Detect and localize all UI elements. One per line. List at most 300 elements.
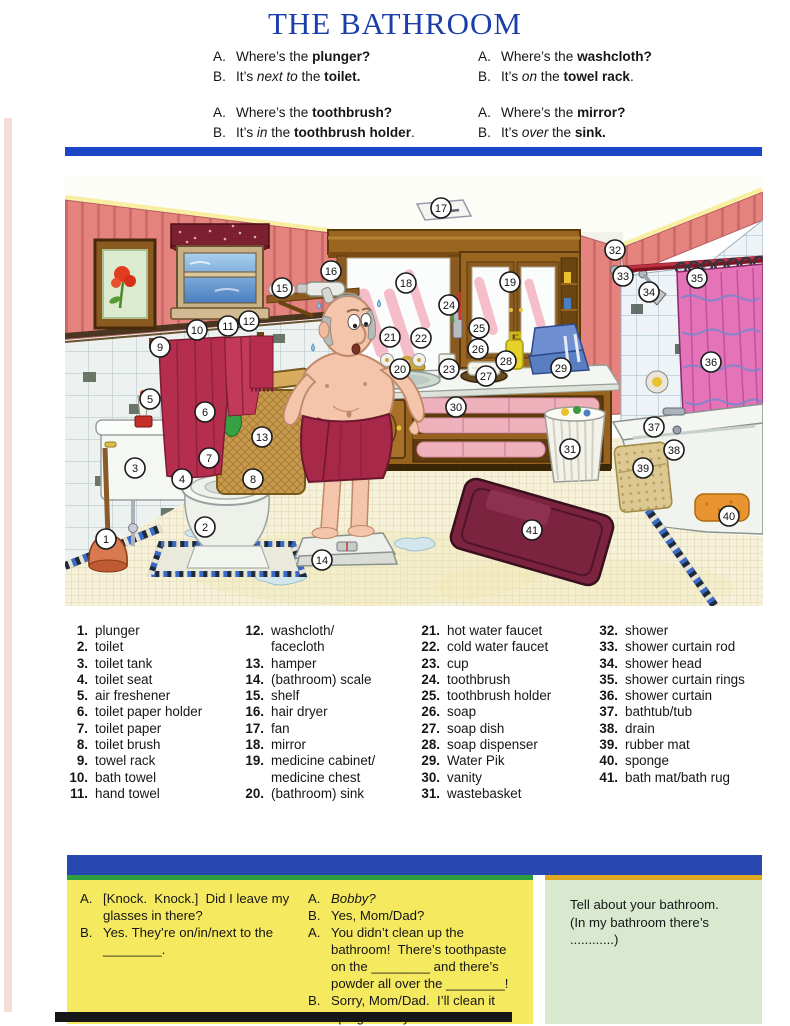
dialogue-text xyxy=(501,123,606,143)
word-list-item xyxy=(414,704,592,720)
item-marker-13 xyxy=(252,427,272,447)
speaker-label: A. xyxy=(308,891,321,906)
text-segment: bathroom! There’s toothpaste xyxy=(331,942,507,957)
text-segment: It’s xyxy=(236,68,257,84)
word-list-item xyxy=(238,688,416,704)
item-number: 19. xyxy=(245,753,264,769)
svg-text:9: 9 xyxy=(156,341,164,354)
text-segment: in xyxy=(256,124,268,140)
word-list-item xyxy=(592,672,770,688)
item-marker-36 xyxy=(701,352,721,372)
svg-text:29: 29 xyxy=(554,362,568,375)
item-label: toilet seat xyxy=(95,671,153,687)
item-number: 36. xyxy=(599,688,618,704)
item-label: hot water faucet xyxy=(447,623,543,638)
dialogue-line xyxy=(80,941,305,958)
item-number: 25. xyxy=(421,688,440,704)
dialogue-column-right xyxy=(478,47,743,159)
text-segment: powder all over the ________! xyxy=(331,976,509,991)
item-label: soap dispenser xyxy=(447,737,538,753)
item-label: Water Pik xyxy=(447,753,505,769)
svg-text:6: 6 xyxy=(201,406,209,419)
item-label: plunger xyxy=(95,623,140,638)
item-marker-41 xyxy=(522,520,542,540)
dialogue-pair xyxy=(478,47,743,86)
word-list-item xyxy=(62,688,240,704)
svg-text:37: 37 xyxy=(647,421,661,434)
word-list-item xyxy=(414,656,592,672)
svg-text:13: 13 xyxy=(255,431,269,444)
item-label: soap dish xyxy=(447,720,505,736)
svg-text:39: 39 xyxy=(636,462,650,475)
page-title: THE BATHROOM xyxy=(268,6,522,41)
text-segment: It’s xyxy=(236,124,257,140)
text-segment: It’s xyxy=(501,124,522,140)
item-label: shower curtain xyxy=(625,688,713,704)
svg-text:17: 17 xyxy=(434,202,448,215)
dialogue-line xyxy=(80,890,305,907)
item-marker-22 xyxy=(411,328,431,348)
text-segment: mirror? xyxy=(577,105,626,120)
item-number: 22. xyxy=(421,639,440,655)
word-list-item xyxy=(62,656,240,672)
text-segment: Where’s the xyxy=(501,105,578,120)
item-label: shower curtain rings xyxy=(625,671,745,687)
dialogue-line xyxy=(478,67,743,87)
item-marker-37 xyxy=(644,417,664,437)
word-list-item xyxy=(414,770,592,786)
item-label: bath mat/bath rug xyxy=(625,769,730,785)
dialogue-line xyxy=(478,123,743,143)
word-list-item xyxy=(62,721,240,737)
item-label: hand towel xyxy=(95,785,160,801)
item-label: shower curtain rod xyxy=(625,639,736,655)
item-marker-39 xyxy=(633,458,653,478)
item-label: mirror xyxy=(271,737,306,753)
dialogue-line xyxy=(213,67,478,87)
item-number: 17. xyxy=(245,720,264,736)
speaker-label: A. xyxy=(213,105,226,120)
item-number: 28. xyxy=(421,737,440,753)
text-segment: the xyxy=(267,124,294,140)
word-list-item xyxy=(592,770,770,786)
item-label: soap xyxy=(447,704,477,720)
item-number: 9. xyxy=(76,753,88,769)
dialogue-line xyxy=(80,907,305,924)
item-number: 20. xyxy=(245,785,264,801)
text-segment: You didn’t clean up the xyxy=(331,925,464,940)
item-label: shelf xyxy=(271,688,300,704)
word-list-item xyxy=(62,704,240,720)
item-label: medicine cabinet/ xyxy=(271,753,376,769)
bathroom-scene-svg xyxy=(65,176,763,606)
item-marker-17 xyxy=(431,198,451,218)
item-number xyxy=(238,639,264,655)
item-label: washcloth/ xyxy=(271,623,335,638)
dialogue-text xyxy=(236,103,392,123)
word-list-item xyxy=(414,639,592,655)
svg-text:8: 8 xyxy=(249,473,257,486)
item-label: shower xyxy=(625,623,669,638)
speaker-label: A. xyxy=(478,49,491,64)
dialogue-line xyxy=(478,103,743,123)
speaker-label: B. xyxy=(80,925,93,940)
dialogue-text xyxy=(331,890,376,907)
dialogue-text xyxy=(501,103,625,123)
bathroom-illustration xyxy=(65,176,763,606)
svg-text:16: 16 xyxy=(324,265,338,278)
item-label: (bathroom) scale xyxy=(271,671,372,687)
dialogue-text xyxy=(501,47,652,67)
dialogue-text xyxy=(103,907,203,924)
item-marker-31 xyxy=(560,439,580,459)
item-label: fan xyxy=(271,720,290,736)
svg-text:18: 18 xyxy=(399,277,413,290)
dialogue-line xyxy=(308,992,528,1009)
svg-text:12: 12 xyxy=(242,315,256,328)
item-marker-14 xyxy=(312,550,332,570)
item-number: 23. xyxy=(421,655,440,671)
word-list-item xyxy=(414,688,592,704)
text-segment: next to xyxy=(256,68,298,84)
svg-text:19: 19 xyxy=(503,276,517,289)
svg-text:32: 32 xyxy=(608,244,622,257)
word-list-item xyxy=(62,786,240,802)
svg-text:22: 22 xyxy=(414,332,428,345)
speaker-label: B. xyxy=(308,993,321,1008)
word-list-column xyxy=(592,623,770,786)
item-number: 32. xyxy=(599,623,618,638)
item-number: 31. xyxy=(421,785,440,801)
text-segment: Where’s the xyxy=(236,49,313,64)
svg-text:34: 34 xyxy=(642,286,656,299)
svg-text:27: 27 xyxy=(479,370,493,383)
item-number: 29. xyxy=(421,753,440,769)
dialogue-text xyxy=(331,975,508,992)
item-marker-38 xyxy=(664,440,684,460)
item-label: toothbrush holder xyxy=(447,688,552,704)
item-number: 33. xyxy=(599,639,618,655)
item-marker-25 xyxy=(469,318,489,338)
item-label: shower head xyxy=(625,655,702,671)
item-label: rubber mat xyxy=(625,737,690,753)
tub-faucet xyxy=(663,408,685,415)
text-segment: . xyxy=(629,68,634,84)
item-label: sponge xyxy=(625,753,669,769)
text-segment: ________. xyxy=(103,942,166,957)
svg-text:23: 23 xyxy=(442,363,456,376)
dialogue-text xyxy=(331,924,464,941)
text-segment: on the ________ and there’s xyxy=(331,959,499,974)
item-label: vanity xyxy=(447,769,482,785)
item-marker-18 xyxy=(396,273,416,293)
item-label: towel rack xyxy=(95,753,156,769)
svg-text:36: 36 xyxy=(704,356,718,369)
item-marker-16 xyxy=(321,261,341,281)
word-list-item xyxy=(238,704,416,720)
svg-text:4: 4 xyxy=(178,473,186,486)
word-list-item xyxy=(414,672,592,688)
section-band-blue xyxy=(67,855,762,875)
svg-text:1: 1 xyxy=(102,533,110,546)
item-number: 11. xyxy=(70,785,88,801)
text-segment: Where’s the xyxy=(501,49,578,64)
dialogue-line xyxy=(308,958,528,975)
item-marker-32 xyxy=(605,240,625,260)
word-list-item xyxy=(62,737,240,753)
item-number: 16. xyxy=(245,704,264,720)
item-number: 2. xyxy=(76,639,88,655)
dialogue-line xyxy=(213,103,478,123)
word-list-item xyxy=(414,786,592,802)
item-marker-26 xyxy=(468,339,488,359)
word-list-item xyxy=(592,753,770,769)
speaker-label xyxy=(308,975,331,992)
dialogue-pair xyxy=(478,103,743,142)
dialogue-text xyxy=(103,890,289,907)
dialogue-line xyxy=(308,975,528,992)
word-list-item xyxy=(62,639,240,655)
dialogue-line xyxy=(80,924,305,941)
dialogue-line xyxy=(308,907,528,924)
item-marker-34 xyxy=(639,282,659,302)
item-number: 26. xyxy=(421,704,440,720)
item-number: 38. xyxy=(599,720,618,736)
item-marker-9 xyxy=(150,337,170,357)
item-number: 35. xyxy=(599,671,618,687)
word-list-item xyxy=(62,672,240,688)
text-segment: toothbrush? xyxy=(312,105,393,120)
text-segment: Where’s the xyxy=(236,105,313,120)
text-segment: Sorry, Mom/Dad. I’ll clean it xyxy=(331,993,495,1008)
text-segment: glasses in there? xyxy=(103,908,203,923)
item-marker-7 xyxy=(199,448,219,468)
item-number: 7. xyxy=(76,720,88,736)
svg-text:5: 5 xyxy=(146,393,154,406)
item-label: toilet tank xyxy=(95,655,153,671)
dialogue-text xyxy=(103,941,165,958)
text-segment: Yes. They’re on/in/next to the xyxy=(103,925,274,940)
word-list-item xyxy=(62,753,240,769)
item-number: 13. xyxy=(245,655,264,671)
item-number: 6. xyxy=(76,704,88,720)
svg-text:35: 35 xyxy=(690,272,704,285)
word-list-item xyxy=(592,623,770,639)
speaker-label xyxy=(80,907,103,924)
item-marker-15 xyxy=(272,278,292,298)
prompt-line-2: (In my bathroom there’s ............) xyxy=(570,914,710,947)
word-list-item xyxy=(592,737,770,753)
wrapped-towel xyxy=(301,414,392,482)
exercise-dialogue-middle xyxy=(308,890,528,1026)
item-marker-30 xyxy=(446,397,466,417)
dialogue-pair xyxy=(213,47,478,86)
dialogue-text xyxy=(236,47,370,67)
word-list-item xyxy=(238,753,416,769)
item-marker-5 xyxy=(140,389,160,409)
text-segment: toothbrush holder xyxy=(293,124,411,140)
item-number: 24. xyxy=(421,671,440,687)
speaker-label xyxy=(80,941,103,958)
item-label: (bathroom) sink xyxy=(271,785,365,801)
item-label: bath towel xyxy=(95,769,157,785)
text-segment: sink. xyxy=(574,124,606,140)
item-marker-35 xyxy=(687,268,707,288)
item-number: 14. xyxy=(245,671,264,687)
svg-text:30: 30 xyxy=(449,401,463,414)
word-list-item xyxy=(414,721,592,737)
speaker-label: A. xyxy=(308,925,321,940)
speaker-label: A. xyxy=(478,105,491,120)
item-label: hamper xyxy=(271,655,317,671)
item-marker-4 xyxy=(172,469,192,489)
dialogue-column-left xyxy=(213,47,478,159)
text-segment: the xyxy=(297,68,325,84)
item-number: 39. xyxy=(599,737,618,753)
item-number xyxy=(238,770,264,786)
item-marker-12 xyxy=(239,311,259,331)
dialogue-text xyxy=(103,924,273,941)
text-segment: . xyxy=(411,124,415,140)
text-segment: Bobby? xyxy=(331,891,376,906)
speaker-label: A. xyxy=(80,891,93,906)
word-list-column xyxy=(414,623,592,802)
text-segment: It’s xyxy=(501,68,522,84)
item-label: air freshener xyxy=(95,688,171,704)
item-marker-40 xyxy=(719,506,739,526)
dialogue-line xyxy=(213,47,478,67)
dialogue-text xyxy=(236,123,415,143)
item-marker-28 xyxy=(496,351,516,371)
speaker-label: B. xyxy=(213,124,226,140)
svg-text:31: 31 xyxy=(563,443,577,456)
framed-picture xyxy=(95,240,155,328)
item-number: 21. xyxy=(421,623,440,638)
item-marker-27 xyxy=(476,366,496,386)
text-segment: the xyxy=(537,68,564,84)
word-list-item xyxy=(62,770,240,786)
dialogue-text xyxy=(331,941,506,958)
word-list-item xyxy=(238,737,416,753)
svg-text:2: 2 xyxy=(201,521,209,534)
dialogue-text xyxy=(236,67,360,87)
svg-text:11: 11 xyxy=(222,320,234,333)
item-number: 37. xyxy=(599,704,618,720)
item-label: toilet xyxy=(95,639,124,655)
item-label: toilet paper xyxy=(95,720,162,736)
item-number: 27. xyxy=(421,720,440,736)
dialogue-line xyxy=(308,941,528,958)
item-number: 15. xyxy=(245,688,264,704)
text-segment: over xyxy=(521,124,549,140)
word-list-item xyxy=(238,639,416,655)
item-label: hair dryer xyxy=(271,704,328,720)
word-list-item xyxy=(592,688,770,704)
footer-black-bar xyxy=(55,1012,512,1022)
item-label: medicine chest xyxy=(271,769,361,785)
speaker-label: A. xyxy=(213,49,226,64)
dialogue-pair xyxy=(213,103,478,142)
prompt-line-1: Tell about your bathroom. xyxy=(570,897,719,912)
item-number: 5. xyxy=(76,688,88,704)
speaker-label: B. xyxy=(308,908,321,923)
item-label: drain xyxy=(625,720,655,736)
item-label: wastebasket xyxy=(447,785,522,801)
item-marker-29 xyxy=(551,358,571,378)
item-number: 10. xyxy=(69,769,88,785)
item-marker-8 xyxy=(243,469,263,489)
svg-text:26: 26 xyxy=(471,343,485,356)
svg-text:40: 40 xyxy=(722,510,736,523)
word-list-item xyxy=(592,721,770,737)
svg-text:28: 28 xyxy=(499,355,513,368)
item-label: toothbrush xyxy=(447,671,511,687)
dialogue-line xyxy=(308,890,528,907)
speaker-label: B. xyxy=(478,68,491,84)
item-marker-24 xyxy=(439,295,459,315)
word-list-column xyxy=(62,623,240,802)
speaker-label: B. xyxy=(213,68,226,84)
window xyxy=(171,224,269,319)
word-list-item xyxy=(238,623,416,639)
text-segment: Yes, Mom/Dad? xyxy=(331,908,425,923)
svg-text:15: 15 xyxy=(275,282,289,295)
text-segment: towel rack xyxy=(563,68,630,84)
text-segment: the xyxy=(548,124,575,140)
item-marker-20 xyxy=(390,359,410,379)
svg-text:14: 14 xyxy=(315,554,329,567)
item-number: 40. xyxy=(599,753,618,769)
item-marker-19 xyxy=(500,272,520,292)
svg-text:20: 20 xyxy=(393,363,407,376)
svg-text:33: 33 xyxy=(616,270,630,283)
dialogue-text xyxy=(331,907,424,924)
speaker-label xyxy=(308,941,331,958)
tub-drain-lever xyxy=(673,426,681,434)
item-marker-11 xyxy=(218,316,238,336)
item-number: 34. xyxy=(599,655,618,671)
item-marker-33 xyxy=(613,266,633,286)
svg-text:41: 41 xyxy=(525,524,539,537)
text-segment: [Knock. Knock.] Did I leave my xyxy=(103,891,290,906)
word-list-item xyxy=(414,737,592,753)
speaker-label: B. xyxy=(478,124,491,140)
svg-text:25: 25 xyxy=(472,322,486,335)
word-list-item xyxy=(62,623,240,639)
item-number: 3. xyxy=(76,655,88,671)
word-list-item xyxy=(592,656,770,672)
item-label: toilet paper holder xyxy=(95,704,203,720)
text-segment: on xyxy=(521,68,538,84)
item-marker-21 xyxy=(380,327,400,347)
word-list-item xyxy=(592,704,770,720)
item-number: 41. xyxy=(599,769,618,785)
speaker-label xyxy=(308,958,331,975)
word-list-item xyxy=(238,721,416,737)
svg-text:38: 38 xyxy=(667,444,681,457)
scanned-page-edge xyxy=(4,118,12,1012)
dialogue-text xyxy=(501,67,634,87)
svg-text:3: 3 xyxy=(131,462,139,475)
word-list-item xyxy=(414,623,592,639)
dialogue-line xyxy=(213,123,478,143)
svg-text:21: 21 xyxy=(383,331,397,344)
item-marker-2 xyxy=(195,517,215,537)
item-number: 1. xyxy=(76,623,88,638)
item-marker-23 xyxy=(439,359,459,379)
word-list-item xyxy=(238,656,416,672)
word-list-item xyxy=(414,753,592,769)
